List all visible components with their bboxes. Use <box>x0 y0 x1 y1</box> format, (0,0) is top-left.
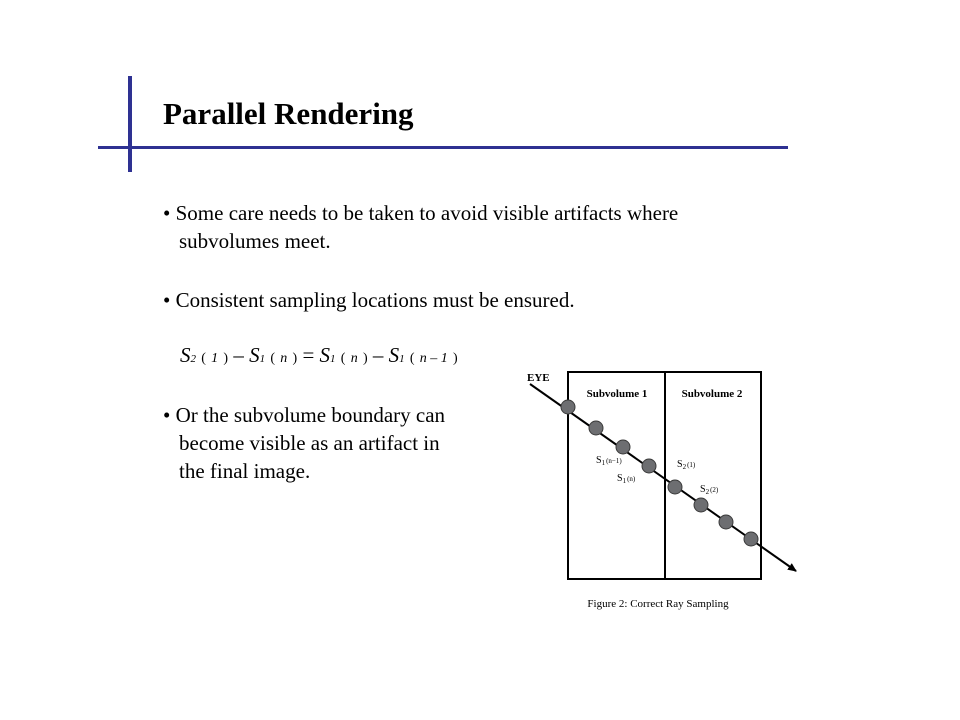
sample-point <box>589 421 603 435</box>
sample-point <box>668 480 682 494</box>
formula-symbol: S <box>249 343 260 367</box>
formula-argument: n – 1 <box>419 351 448 366</box>
figure-caption: Figure 2: Correct Ray Sampling <box>587 598 729 610</box>
bullet-text-continuation: the final image. <box>179 459 311 483</box>
bullet-text: Or the subvolume boundary can <box>175 403 446 427</box>
title-accent-vertical-rule <box>128 76 132 172</box>
formula-argument: 1 <box>211 351 219 366</box>
formula-argument: n <box>280 351 288 366</box>
sample-label-s1-n: $S_1^{(n)}$ <box>617 473 636 485</box>
formula-operator: = <box>302 343 315 367</box>
formula-paren: ( <box>201 351 206 366</box>
bullet-marker: • <box>163 403 171 427</box>
eye-label: EYE <box>527 372 550 384</box>
sampling-formula <box>180 341 458 373</box>
title-accent-horizontal-rule <box>98 146 788 149</box>
formula-paren: ) <box>362 351 368 366</box>
sample-point <box>642 459 656 473</box>
formula-symbol: S <box>319 343 331 367</box>
formula-argument: n <box>350 351 358 366</box>
sample-label-s2-2: $S_2^{(2)}$ <box>700 484 719 496</box>
bullet-marker: • <box>163 288 171 312</box>
sample-point <box>616 440 630 454</box>
formula-subscript: 1 <box>259 353 266 365</box>
formula-paren: ( <box>270 351 276 366</box>
formula-paren: ) <box>223 351 229 366</box>
sample-point <box>694 498 708 512</box>
subvolume-1-label: Subvolume 1 <box>586 388 648 400</box>
bullet-text-continuation: become visible as an artifact in <box>179 431 440 455</box>
formula-operator: – <box>233 343 244 367</box>
bullet-text: Consistent sampling locations must be ensured. <box>175 288 575 312</box>
formula-paren: ( <box>409 351 415 366</box>
ray-sampling-diagram <box>520 364 810 616</box>
formula-operator: – <box>372 343 384 367</box>
formula-subscript: 1 <box>399 353 405 365</box>
sample-point <box>719 515 733 529</box>
bullet-text-continuation: subvolumes meet. <box>179 229 331 253</box>
bullet-item <box>163 199 803 255</box>
bullet-marker: • <box>163 201 171 225</box>
slide-title: Parallel Rendering <box>163 96 414 131</box>
formula-symbol: S <box>388 343 400 367</box>
sample-label-s1-n-minus-1: $S_1^{(n-1)}$ <box>596 455 622 467</box>
formula-subscript: 1 <box>330 353 336 365</box>
formula-subscript: 2 <box>190 353 196 365</box>
bullet-item <box>163 401 523 485</box>
bullet-item <box>163 286 803 314</box>
subvolume-2-label: Subvolume 2 <box>681 388 743 400</box>
bullet-text: Some care needs to be taken to avoid visible artifacts where <box>175 201 679 225</box>
sample-point <box>561 400 575 414</box>
formula-paren: ( <box>340 351 346 366</box>
sample-point <box>744 532 758 546</box>
sample-label-s2-1: $S_2^{(1)}$ <box>677 459 696 471</box>
formula-paren: ) <box>292 351 298 366</box>
ray-sampling-figure <box>520 364 810 616</box>
formula-paren: ) <box>453 351 458 366</box>
formula-symbol: S <box>180 343 191 367</box>
